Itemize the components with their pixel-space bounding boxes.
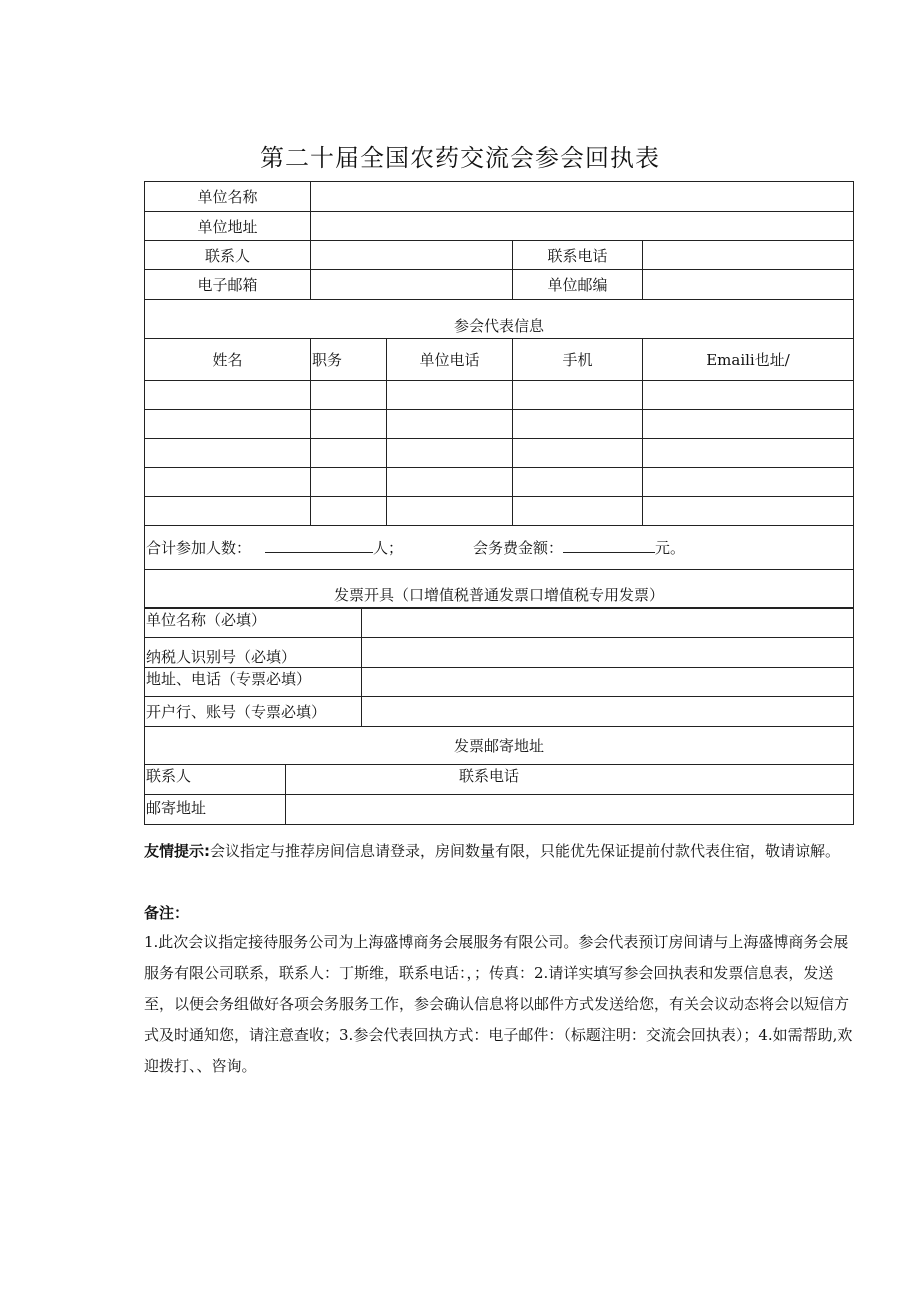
delegate-cell[interactable] — [387, 468, 513, 497]
delegate-cell[interactable] — [513, 439, 643, 468]
delegate-cell[interactable] — [643, 497, 854, 526]
delegate-cell[interactable] — [145, 497, 311, 526]
invoice-address-phone-field[interactable] — [362, 668, 854, 697]
postcode-field[interactable] — [643, 270, 854, 300]
delegates-section-title: 参会代表信息 — [145, 300, 854, 339]
invoice-tax-id-label: 纳税人识别号（必填） — [145, 638, 362, 668]
unit-name-label: 单位名称 — [145, 182, 311, 212]
contact-field[interactable] — [311, 241, 513, 270]
delegate-cell[interactable] — [513, 381, 643, 410]
mail-address-label: 邮寄地址 — [145, 795, 286, 825]
header-unit-phone: 单位电话 — [387, 339, 513, 381]
invoice-bank-account-field[interactable] — [362, 697, 854, 727]
delegate-cell[interactable] — [387, 439, 513, 468]
mail-phone-label: 联系电话 — [459, 767, 520, 785]
delegate-cell[interactable] — [643, 410, 854, 439]
header-mobile: 手机 — [513, 339, 643, 381]
delegate-cell[interactable] — [643, 439, 854, 468]
delegate-cell[interactable] — [145, 410, 311, 439]
email-label: 电子邮箱 — [145, 270, 311, 300]
delegate-cell[interactable] — [311, 381, 387, 410]
phone-label: 联系电话 — [513, 241, 643, 270]
delegate-cell[interactable] — [643, 381, 854, 410]
fee-unit: 元。 — [655, 539, 686, 557]
delegate-row — [145, 497, 854, 526]
tip-paragraph — [144, 836, 856, 867]
fee-blank[interactable] — [563, 537, 655, 553]
count-blank[interactable] — [265, 537, 373, 553]
header-name: 姓名 — [145, 339, 311, 381]
delegate-row — [145, 410, 854, 439]
unit-address-label: 单位地址 — [145, 212, 311, 241]
invoice-unit-name-field[interactable] — [362, 609, 854, 638]
mail-section-title: 发票邮寄地址 — [145, 727, 854, 765]
delegate-cell[interactable] — [145, 439, 311, 468]
tip-text: 会议指定与推荐房间信息请登录，房间数量有限，只能优先保证提前付款代表住宿，敬请谅解。 — [210, 842, 841, 860]
delegate-row — [145, 381, 854, 410]
phone-field[interactable] — [643, 241, 854, 270]
count-label: 合计参加人数： — [146, 539, 252, 557]
delegate-cell[interactable] — [387, 497, 513, 526]
delegate-row — [145, 439, 854, 468]
header-position: 职务 — [311, 339, 387, 381]
delegate-cell[interactable] — [643, 468, 854, 497]
invoice-address-phone-label: 地址、电话（专票必填） — [145, 668, 362, 697]
count-unit: 人； — [373, 539, 404, 557]
delegate-cell[interactable] — [387, 381, 513, 410]
postcode-label: 单位邮编 — [513, 270, 643, 300]
delegate-cell[interactable] — [311, 497, 387, 526]
remarks-label-line — [144, 898, 856, 929]
delegate-row — [145, 468, 854, 497]
delegate-cell[interactable] — [513, 410, 643, 439]
delegate-cell[interactable] — [145, 381, 311, 410]
delegate-cell[interactable] — [513, 468, 643, 497]
contact-label: 联系人 — [145, 241, 311, 270]
remarks-paragraph: 1.此次会议指定接待服务公司为上海盛博商务会展服务有限公司。参会代表预订房间请与上海盛博商务会展服务有限公司联系，联系人：丁斯维，联系电话：，；传真：2.请详实填写参会回执表和发票信息表，发送至，以便会务组做好各项会务服务工作，参会确认信息将以邮件方式发送给您，有关会议动态将会以短信方式及时通知您，请注意查收；3.参会代表回执方式：电子邮件：（标题注明：交流会回执表）；4.如需帮助,欢迎拨打、、咨询。 — [144, 933, 853, 1075]
registration-table — [144, 181, 854, 608]
delegate-cell[interactable] — [513, 497, 643, 526]
invoice-table — [144, 608, 854, 727]
delegate-cell[interactable] — [311, 439, 387, 468]
remarks-label: 备注： — [144, 904, 190, 922]
page-title: 第二十届全国农药交流会参会回执表 — [260, 144, 660, 172]
delegate-cell[interactable] — [145, 468, 311, 497]
fee-label: 会务费金额： — [473, 539, 564, 557]
invoice-unit-name-label: 单位名称（必填） — [145, 609, 362, 638]
header-email: Emaili也址/ — [643, 339, 854, 381]
mail-contact-label: 联系人 — [145, 765, 286, 795]
delegate-cell[interactable] — [311, 410, 387, 439]
unit-address-field[interactable] — [311, 212, 854, 241]
summary-row — [145, 526, 854, 570]
email-field[interactable] — [311, 270, 513, 300]
mail-table — [144, 726, 854, 825]
delegate-cell[interactable] — [311, 468, 387, 497]
delegate-cell[interactable] — [387, 410, 513, 439]
invoice-section-title: 发票开具（口增值税普通发票口增值税专用发票） — [145, 570, 854, 608]
unit-name-field[interactable] — [311, 182, 854, 212]
tip-label: 友情提示: — [144, 842, 210, 860]
mail-address-field[interactable] — [286, 795, 854, 825]
invoice-bank-account-label: 开户行、账号（专票必填） — [145, 697, 362, 727]
invoice-tax-id-field[interactable] — [362, 638, 854, 668]
mail-contact-field[interactable] — [286, 765, 854, 795]
